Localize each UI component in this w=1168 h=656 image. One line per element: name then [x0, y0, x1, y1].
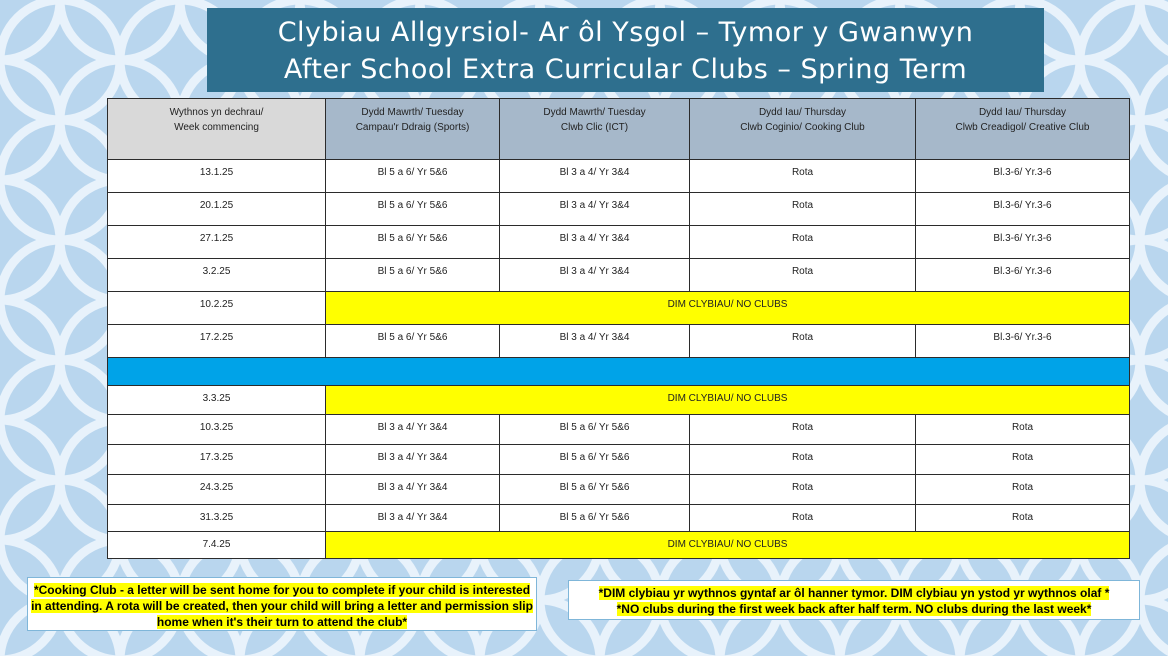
- cooking-club-note: [27, 577, 537, 631]
- week-cell: 31.3.25: [108, 505, 326, 532]
- no-clubs-note-welsh: *DIM clybiau yr wythnos gyntaf ar ôl hanner tymor. DIM clybiau yn ystod yr wythnos olaf *: [598, 586, 1110, 600]
- cooking-cell: Rota: [690, 259, 916, 292]
- ict-cell: Bl 3 a 4/ Yr 3&4: [500, 193, 690, 226]
- creative-cell: Bl.3-6/ Yr.3-6: [916, 325, 1130, 358]
- ict-cell: Bl 3 a 4/ Yr 3&4: [500, 259, 690, 292]
- header-thursday-creative: Dydd Iau/ Thursday Clwb Creadigol/ Creative Club: [916, 99, 1130, 160]
- sports-cell: Bl 5 a 6/ Yr 5&6: [326, 226, 500, 259]
- creative-cell: Bl.3-6/ Yr.3-6: [916, 193, 1130, 226]
- cooking-cell: Rota: [690, 226, 916, 259]
- creative-cell: Rota: [916, 505, 1130, 532]
- cooking-cell: Rota: [690, 445, 916, 475]
- ict-cell: Bl 5 a 6/ Yr 5&6: [500, 475, 690, 505]
- creative-cell: Bl.3-6/ Yr.3-6: [916, 160, 1130, 193]
- cooking-cell: Rota: [690, 415, 916, 445]
- sports-cell: Bl 5 a 6/ Yr 5&6: [326, 193, 500, 226]
- cooking-cell: Rota: [690, 193, 916, 226]
- header-tuesday-sports: Dydd Mawrth/ Tuesday Campau'r Ddraig (Sports): [326, 99, 500, 160]
- table-row: [108, 532, 1130, 559]
- no-clubs-cell: DIM CLYBIAU/ NO CLUBS: [326, 532, 1130, 559]
- header-week-commencing: Wythnos yn dechrau/ Week commencing: [108, 99, 326, 160]
- creative-cell: Bl.3-6/ Yr.3-6: [916, 226, 1130, 259]
- no-clubs-cell: DIM CLYBIAU/ NO CLUBS: [326, 292, 1130, 325]
- sports-cell: Bl 5 a 6/ Yr 5&6: [326, 160, 500, 193]
- week-cell: 3.2.25: [108, 259, 326, 292]
- table-row: [108, 193, 1130, 226]
- table-row: [108, 415, 1130, 445]
- table-header-row: [108, 99, 1130, 160]
- week-cell: 20.1.25: [108, 193, 326, 226]
- creative-cell: Rota: [916, 445, 1130, 475]
- ict-cell: Bl 5 a 6/ Yr 5&6: [500, 415, 690, 445]
- half-term-break-row: [108, 358, 1130, 386]
- table-row: [108, 325, 1130, 358]
- week-cell: 3.3.25: [108, 386, 326, 415]
- week-cell: 24.3.25: [108, 475, 326, 505]
- sports-cell: Bl 5 a 6/ Yr 5&6: [326, 259, 500, 292]
- sports-cell: Bl 3 a 4/ Yr 3&4: [326, 445, 500, 475]
- week-cell: 10.3.25: [108, 415, 326, 445]
- sports-cell: Bl 3 a 4/ Yr 3&4: [326, 415, 500, 445]
- title-welsh: Clybiau Allgyrsiol- Ar ôl Ysgol – Tymor y Gwanwyn: [277, 17, 974, 48]
- sports-cell: Bl 3 a 4/ Yr 3&4: [326, 475, 500, 505]
- header-thursday-cooking: Dydd Iau/ Thursday Clwb Coginio/ Cooking Club: [690, 99, 916, 160]
- cooking-cell: Rota: [690, 160, 916, 193]
- sports-cell: Bl 3 a 4/ Yr 3&4: [326, 505, 500, 532]
- table-row: [108, 226, 1130, 259]
- ict-cell: Bl 5 a 6/ Yr 5&6: [500, 445, 690, 475]
- cooking-cell: Rota: [690, 325, 916, 358]
- title-banner: [207, 8, 1044, 92]
- schedule-table: [107, 98, 1130, 559]
- table-row: [108, 386, 1130, 415]
- no-clubs-note: [568, 580, 1140, 620]
- creative-cell: Rota: [916, 475, 1130, 505]
- table-row: [108, 445, 1130, 475]
- table-row: [108, 259, 1130, 292]
- table-row: [108, 160, 1130, 193]
- week-cell: 17.3.25: [108, 445, 326, 475]
- table-row: [108, 292, 1130, 325]
- ict-cell: Bl 3 a 4/ Yr 3&4: [500, 325, 690, 358]
- ict-cell: Bl 3 a 4/ Yr 3&4: [500, 160, 690, 193]
- ict-cell: Bl 5 a 6/ Yr 5&6: [500, 505, 690, 532]
- ict-cell: Bl 3 a 4/ Yr 3&4: [500, 226, 690, 259]
- creative-cell: Rota: [916, 415, 1130, 445]
- title-english: After School Extra Curricular Clubs – Spring Term: [283, 54, 968, 85]
- half-term-break-cell: [108, 358, 1130, 386]
- week-cell: 13.1.25: [108, 160, 326, 193]
- no-clubs-cell: DIM CLYBIAU/ NO CLUBS: [326, 386, 1130, 415]
- no-clubs-note-english: *NO clubs during the first week back after half term. NO clubs during the last week*: [616, 602, 1092, 616]
- creative-cell: Bl.3-6/ Yr.3-6: [916, 259, 1130, 292]
- header-tuesday-ict: Dydd Mawrth/ Tuesday Clwb Clic (ICT): [500, 99, 690, 160]
- cooking-cell: Rota: [690, 475, 916, 505]
- week-cell: 7.4.25: [108, 532, 326, 559]
- week-cell: 17.2.25: [108, 325, 326, 358]
- table-row: [108, 505, 1130, 532]
- table-row: [108, 475, 1130, 505]
- week-cell: 10.2.25: [108, 292, 326, 325]
- sports-cell: Bl 5 a 6/ Yr 5&6: [326, 325, 500, 358]
- cooking-cell: Rota: [690, 505, 916, 532]
- cooking-club-note-text: *Cooking Club - a letter will be sent home for you to complete if your child is interested in attending. A rota will be created, then your child will bring a letter and permission slip home when it's their turn to attend the club*: [31, 583, 533, 629]
- week-cell: 27.1.25: [108, 226, 326, 259]
